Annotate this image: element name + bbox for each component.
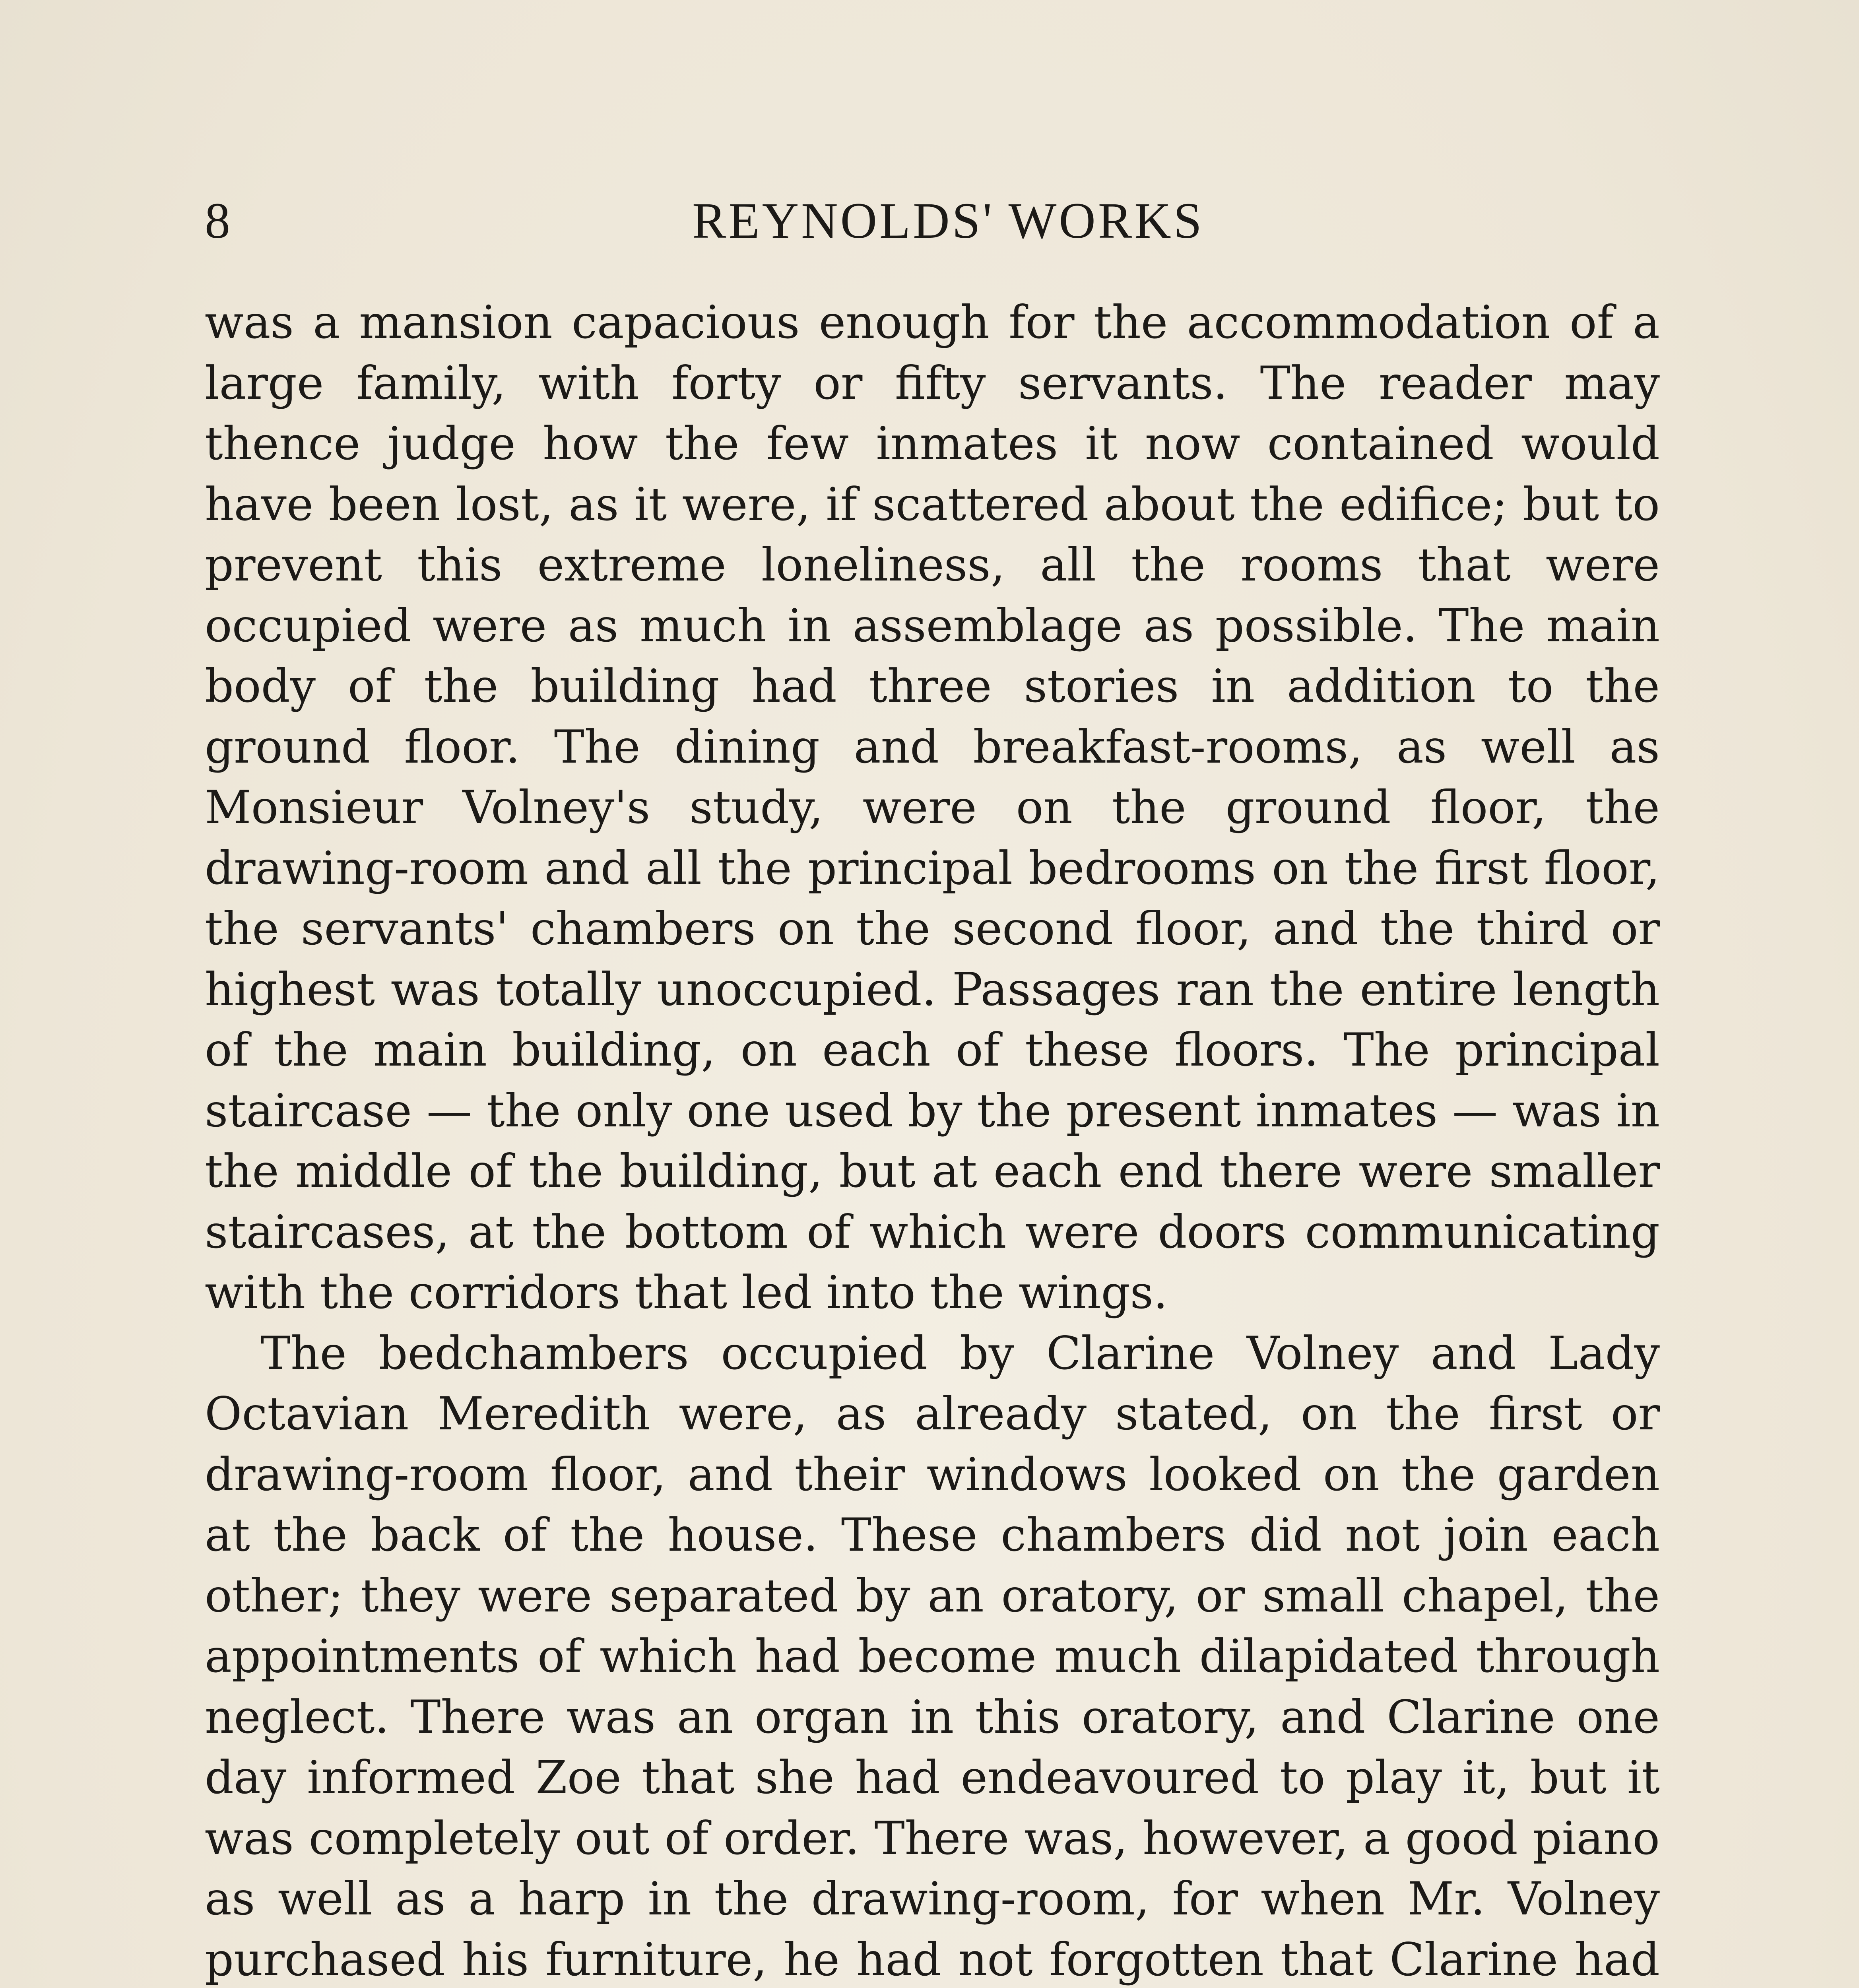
page-number: 8	[205, 192, 233, 249]
paragraph-bedchambers: The bedchambers occupied by Clarine Volney and Lady Octavian Meredith were, as already stated, on the first or drawing-room floor, and their windows looked on the garden at the back of the house. These chambers did not join each other; they were separated by an oratory, or small chapel, the appointments of which had become much dilapidated through neglect. There was an organ in this oratory, and Clarine one day informed Zoe that she had endeavoured to play it, but it was completely out of order. There was, however, a good piano as well as a harp in the drawing-room, for when Mr. Volney purchased his furniture, he had not forgotten that Clarine had	[205, 1326, 1660, 1986]
running-head	[205, 187, 1660, 254]
running-title: REYNOLDS' WORKS	[692, 192, 1204, 249]
paragraph-continued: was a mansion capacious enough for the accommodation of a large family, with forty or fifty servants. The reader may thence judge how the few inmates it now contained would have been lost, as it were, if scattered about the edifice; but to prevent this extreme loneliness, all the rooms that were occupied were as much in assemblage as possible. The main body of the building had three stories in addition to the ground floor. The dining and breakfast-rooms, as well as Monsieur Volney's study, were on the ground floor, the drawing-room and all the principal bedrooms on the first floor, the servants' chambers on the second floor, and the third or highest was totally unoccupied. Passages ran the entire length of the main building, on each of these floors. The principal staircase — the only one used by the present inmates — was in the middle of the building, but at each end there were smaller staircases, at the bottom of which were doors communicating with the corridors that led into the wings.	[205, 296, 1660, 1319]
body-text	[205, 292, 1660, 1988]
